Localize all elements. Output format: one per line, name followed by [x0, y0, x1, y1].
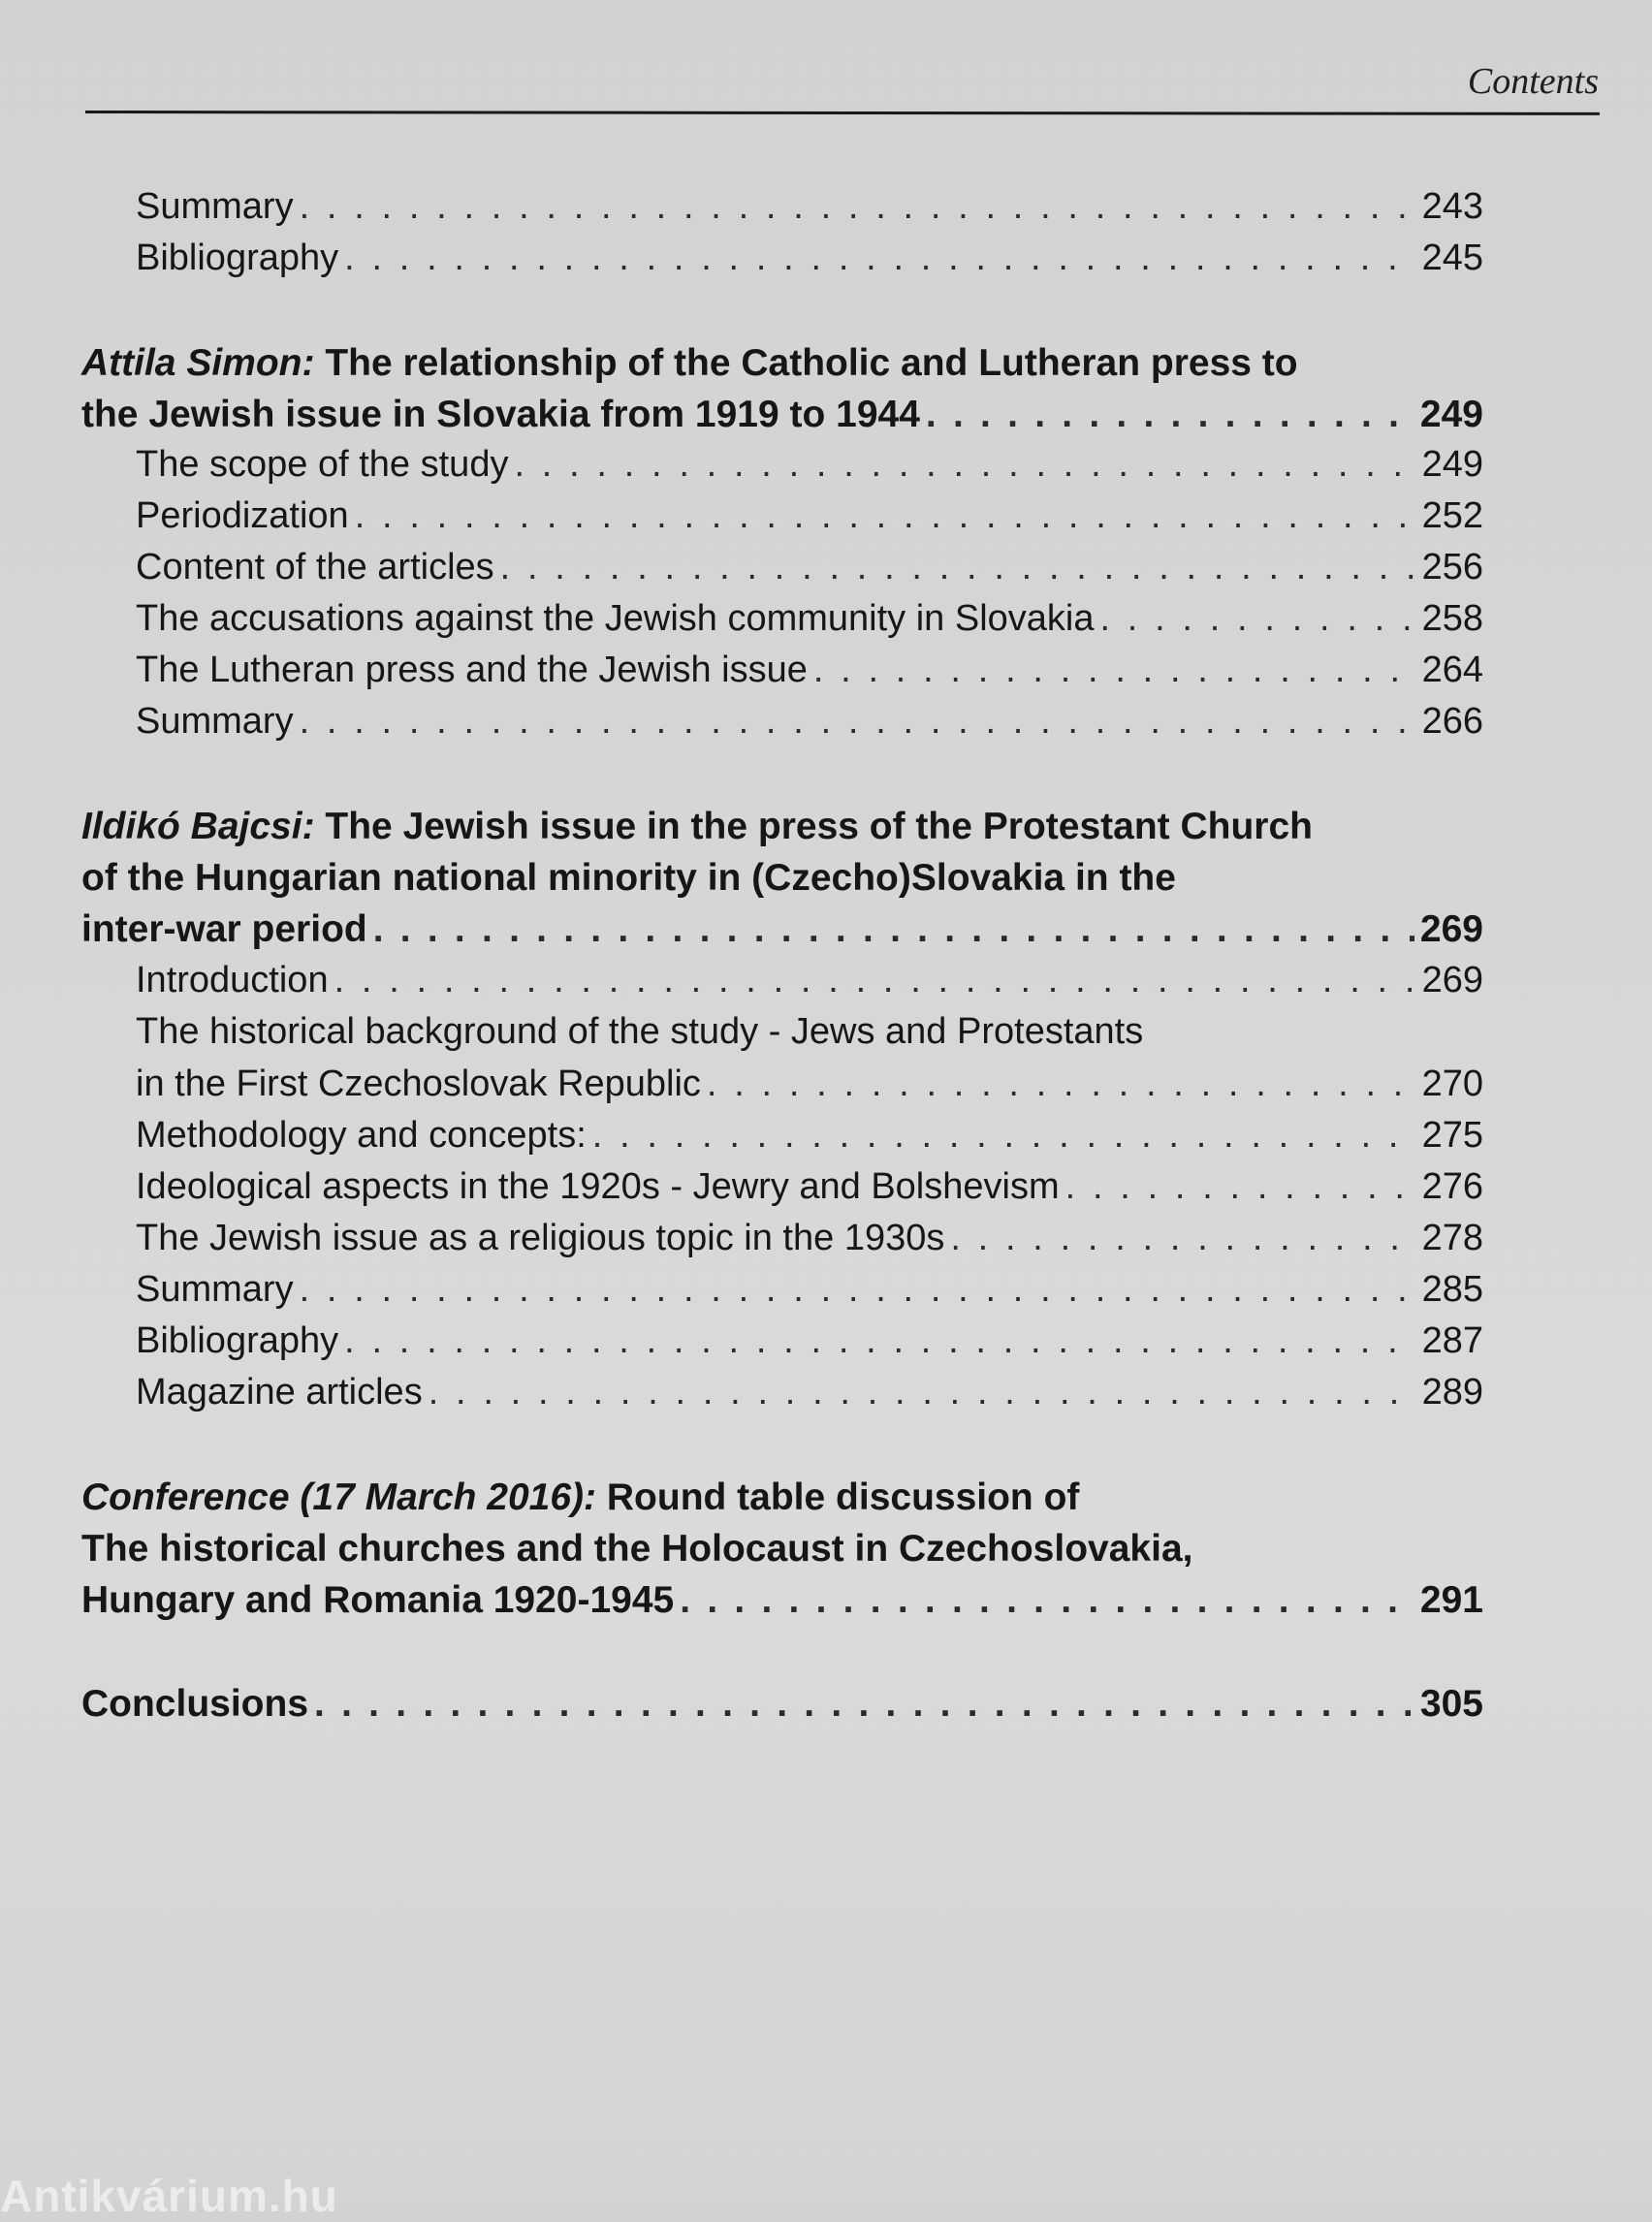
chapter-title: Hungary and Romania 1920-1945 [81, 1579, 675, 1621]
toc-entry[interactable] [136, 1168, 1483, 1205]
chapter-title: Conclusions [81, 1683, 309, 1725]
chapter-entry[interactable] [81, 1685, 1483, 1723]
toc-entry-page: 258 [1421, 598, 1483, 639]
toc-entry-page: 252 [1421, 495, 1483, 536]
chapter-heading-line [81, 808, 1313, 845]
chapter-page: 249 [1419, 394, 1483, 435]
dot-leader [500, 549, 1416, 586]
chapter-heading-line [81, 1530, 1192, 1568]
toc-entry-page: 256 [1421, 547, 1483, 587]
toc-entry-page: 270 [1421, 1063, 1483, 1104]
toc-entry[interactable] [136, 962, 1483, 999]
toc-entry-label: Content of the articles [136, 547, 494, 587]
dot-leader [592, 1117, 1416, 1154]
toc-entry-label-wrapped: The historical background of the study - Jews and Protestants [136, 1011, 1144, 1052]
dot-leader [813, 651, 1416, 688]
toc-entry-label: Bibliography [136, 1320, 339, 1361]
chapter-page: 305 [1419, 1683, 1483, 1725]
chapter-author: Conference (17 March 2016): [81, 1476, 597, 1518]
watermark: Antikvárium.hu [0, 2171, 338, 2221]
dot-leader [344, 239, 1415, 276]
toc-entry-page: 264 [1421, 650, 1483, 690]
dot-leader [514, 446, 1415, 483]
dot-leader [950, 1220, 1415, 1256]
chapter-author: Attila Simon: [81, 342, 315, 384]
dot-leader [680, 1581, 1414, 1619]
chapter-entry[interactable] [81, 1581, 1483, 1619]
dot-leader [1099, 600, 1415, 637]
toc-entry-label: Periodization [136, 495, 349, 536]
dot-leader [429, 1374, 1416, 1411]
toc-entry[interactable] [136, 703, 1483, 740]
chapter-entry[interactable] [81, 910, 1483, 948]
chapter-title: The relationship of the Catholic and Lutheran press to [314, 342, 1298, 384]
toc-entry[interactable] [136, 1374, 1483, 1411]
toc-entry[interactable] [136, 600, 1483, 637]
dot-leader [300, 703, 1416, 740]
dot-leader [373, 910, 1414, 948]
dot-leader [344, 1322, 1415, 1359]
toc-entry-page: 285 [1421, 1269, 1483, 1310]
chapter-title: of the Hungarian national minority in (Czecho)Slovakia in the [81, 857, 1176, 899]
chapter-heading-line [81, 1478, 1079, 1516]
chapter-title: inter-war period [81, 908, 367, 950]
running-title: Contents [1467, 61, 1599, 102]
toc-entry-page: 266 [1421, 701, 1483, 742]
toc-entry[interactable] [136, 1117, 1483, 1154]
chapter-title: The historical churches and the Holocaust in Czechoslovakia, [81, 1528, 1193, 1570]
toc-entry-label: Bibliography [136, 238, 339, 278]
chapter-author: Ildikó Bajcsi: [81, 806, 315, 847]
toc-entry[interactable] [136, 651, 1483, 688]
toc-entry[interactable] [136, 1220, 1483, 1256]
toc-entry-label: Summary [136, 186, 294, 227]
toc-entry-label: Introduction [136, 960, 329, 1000]
toc-entry-page: 269 [1421, 960, 1483, 1000]
chapter-heading-line [81, 344, 1298, 382]
toc-entry-page: 276 [1421, 1166, 1483, 1207]
toc-entry-label: in the First Czechoslovak Republic [136, 1063, 701, 1104]
toc-entry-label: Summary [136, 1269, 294, 1310]
toc-entry[interactable] [136, 549, 1483, 586]
toc-entry-label: The accusations against the Jewish community in Slovakia [136, 598, 1095, 639]
toc-entry-page: 249 [1421, 444, 1483, 485]
toc-entry[interactable] [136, 188, 1483, 225]
dot-leader [355, 497, 1416, 534]
dot-leader [300, 188, 1416, 225]
chapter-entry[interactable] [81, 396, 1483, 433]
toc-entry-label: Methodology and concepts: [136, 1115, 587, 1156]
chapter-title: The Jewish issue in the press of the Protestant Church [314, 806, 1313, 847]
toc-entry[interactable] [136, 1271, 1483, 1308]
dot-leader [926, 396, 1414, 433]
toc-entry-page: 287 [1421, 1320, 1483, 1361]
toc-entry-label: Summary [136, 701, 294, 742]
toc-entry-label: The scope of the study [136, 444, 509, 485]
header-rule [85, 111, 1600, 115]
toc-entry[interactable] [136, 1322, 1483, 1359]
toc-entry[interactable] [136, 446, 1483, 483]
toc-entry-label: The Lutheran press and the Jewish issue [136, 650, 808, 690]
chapter-page: 269 [1419, 908, 1483, 950]
dot-leader [300, 1271, 1416, 1308]
dot-leader [1065, 1168, 1416, 1205]
toc-entry-page: 278 [1421, 1218, 1483, 1258]
chapter-page: 291 [1419, 1579, 1483, 1621]
toc-entry-page: 245 [1421, 238, 1483, 278]
toc-entry[interactable] [136, 1065, 1483, 1102]
toc-entry-label: Ideological aspects in the 1920s - Jewry and Bolshevism [136, 1166, 1060, 1207]
dot-leader [314, 1685, 1414, 1723]
chapter-title: Round table discussion of [596, 1476, 1080, 1518]
toc-entry-page: 289 [1421, 1372, 1483, 1413]
toc-entry-page: 243 [1421, 186, 1483, 227]
toc-entry-page: 275 [1421, 1115, 1483, 1156]
chapter-title: the Jewish issue in Slovakia from 1919 to 1944 [81, 394, 920, 435]
dot-leader [334, 962, 1416, 999]
toc-entry-label: Magazine articles [136, 1372, 423, 1413]
toc-entry[interactable] [136, 497, 1483, 534]
toc-entry-label: The Jewish issue as a religious topic in the 1930s [136, 1218, 945, 1258]
dot-leader [707, 1065, 1416, 1102]
chapter-heading-line [81, 859, 1176, 897]
toc-entry[interactable] [136, 239, 1483, 276]
